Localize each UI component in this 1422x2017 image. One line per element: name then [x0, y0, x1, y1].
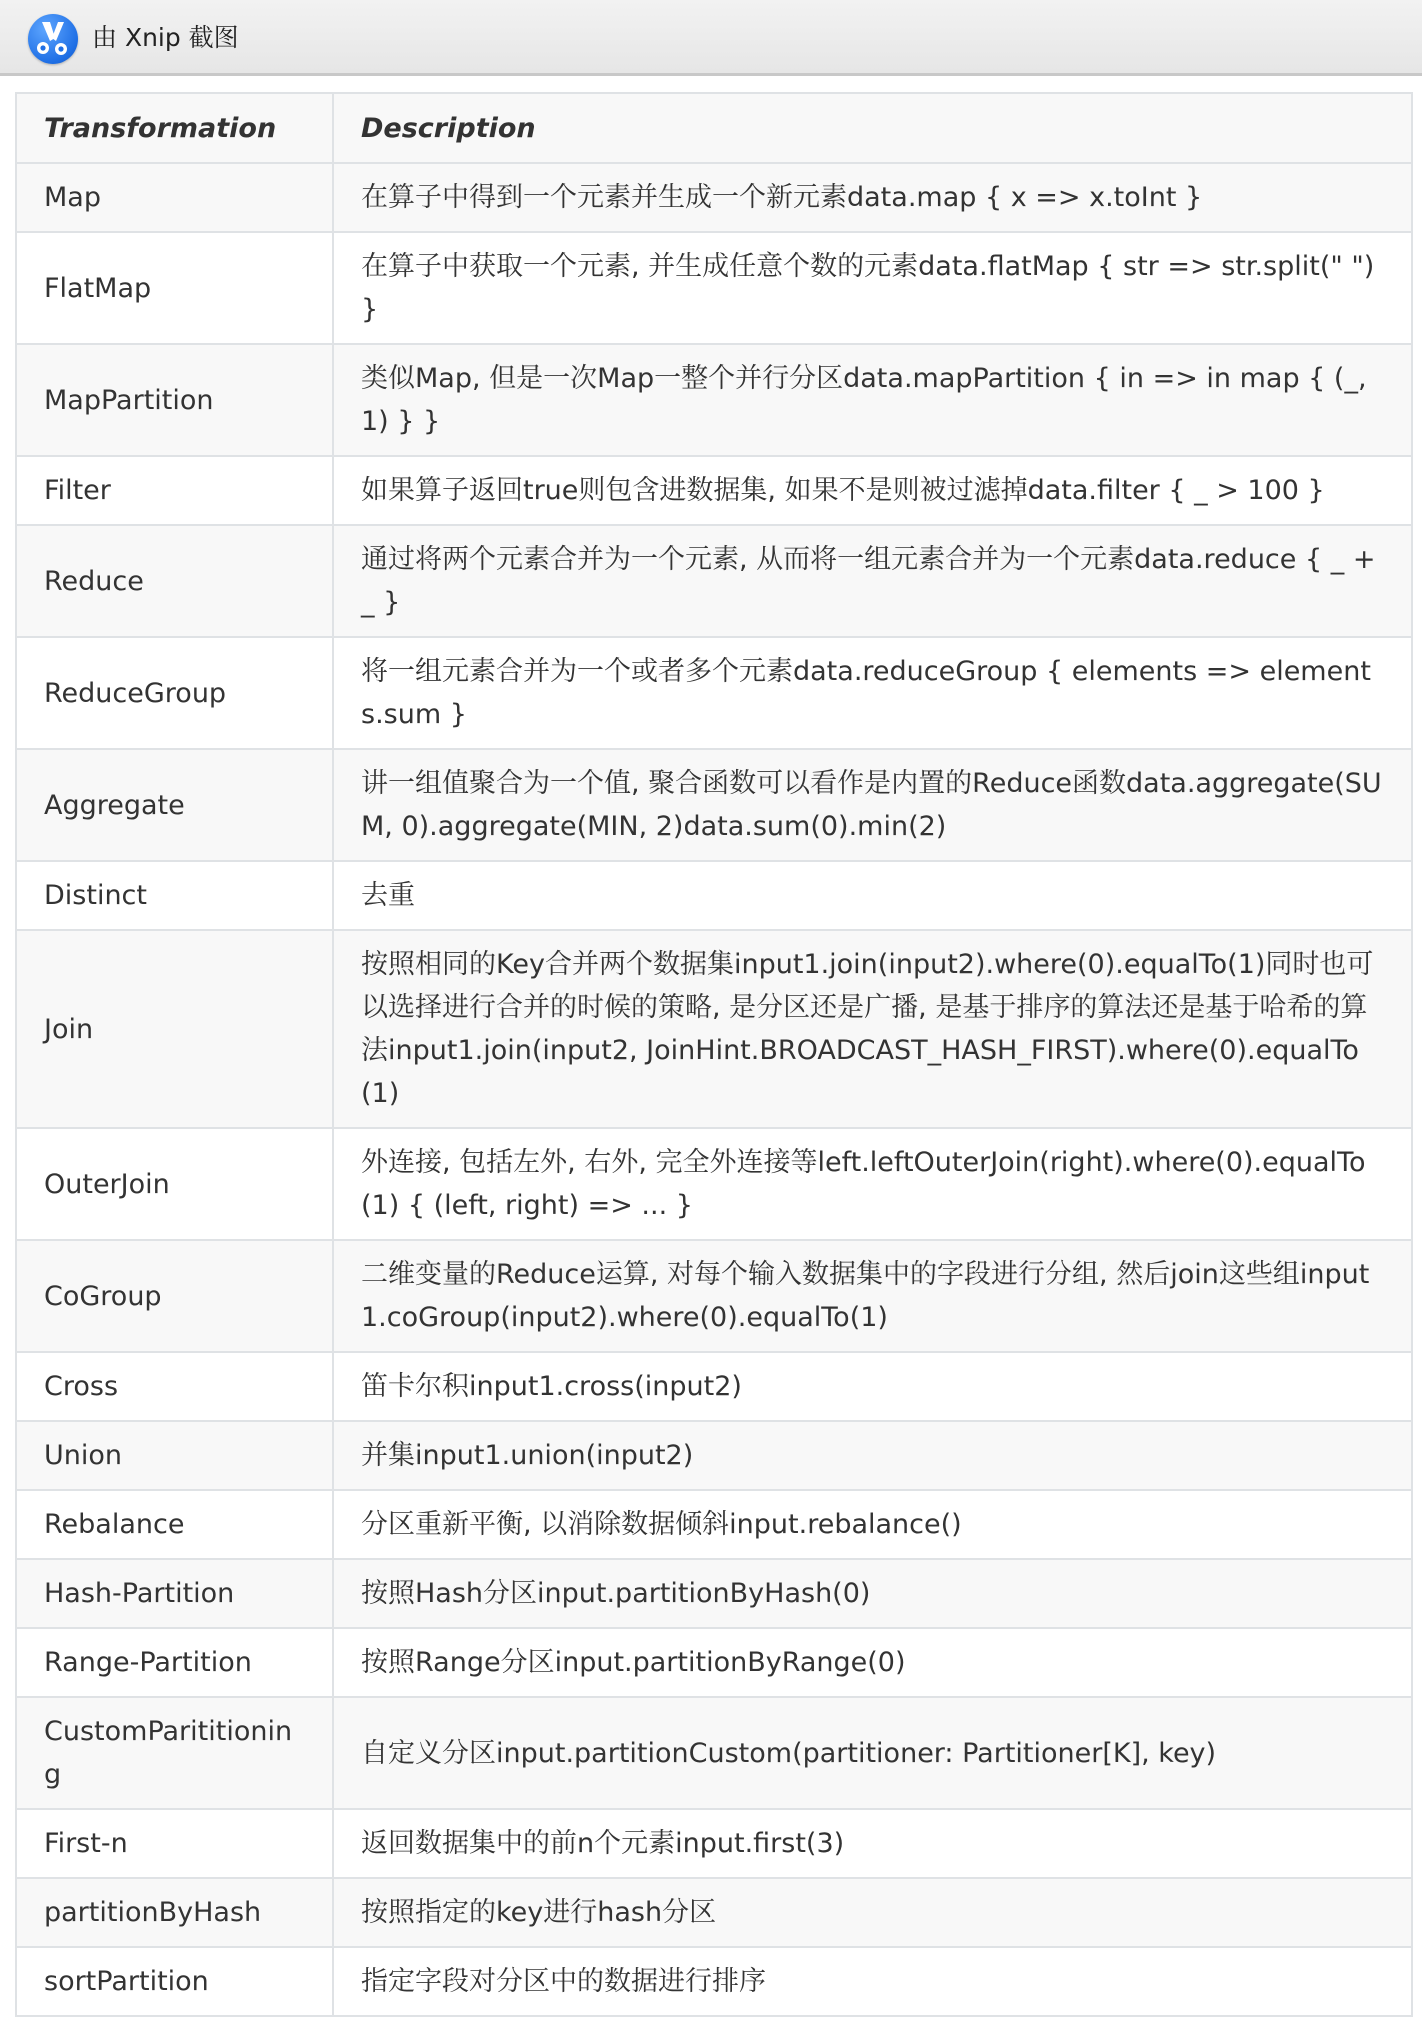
table-row: [16, 1128, 1412, 1240]
transformation-description: 返回数据集中的前n个元素input.first(3): [333, 1809, 1412, 1878]
transformation-name: Aggregate: [16, 749, 333, 861]
table-row: [16, 1421, 1412, 1490]
transformation-name: CoGroup: [16, 1240, 333, 1352]
transformation-name: OuterJoin: [16, 1128, 333, 1240]
table-row: [16, 1490, 1412, 1559]
transformation-name: FlatMap: [16, 232, 333, 344]
transformation-description: 按照Range分区input.partitionByRange(0): [333, 1628, 1412, 1697]
table-row: [16, 232, 1412, 344]
transformation-description: 如果算子返回true则包含进数据集, 如果不是则被过滤掉data.filter { _ > 100 }: [333, 456, 1412, 525]
header-description: Description: [333, 93, 1412, 163]
transformation-description: 在算子中获取一个元素, 并生成任意个数的元素data.flatMap { str => str.split(" ") }: [333, 232, 1412, 344]
table-row: [16, 1809, 1412, 1878]
transformation-description: 按照Hash分区input.partitionByHash(0): [333, 1559, 1412, 1628]
transformation-name: First-n: [16, 1809, 333, 1878]
table-row: [16, 344, 1412, 456]
transformation-description: 笛卡尔积input1.cross(input2): [333, 1352, 1412, 1421]
table-row: [16, 930, 1412, 1128]
transformation-description: 外连接, 包括左外, 右外, 完全外连接等left.leftOuterJoin(right).where(0).equalTo(1) { (left, right) => ... }: [333, 1128, 1412, 1240]
transformation-name: sortPartition: [16, 1947, 333, 2016]
window-titlebar: [0, 0, 1422, 76]
transformation-name: ReduceGroup: [16, 637, 333, 749]
table-row: [16, 861, 1412, 930]
transformation-description: 通过将两个元素合并为一个元素, 从而将一组元素合并为一个元素data.reduce { _ + _ }: [333, 525, 1412, 637]
transformation-name: partitionByHash: [16, 1878, 333, 1947]
transformation-description: 二维变量的Reduce运算, 对每个输入数据集中的字段进行分组, 然后join这些组input1.coGroup(input2).where(0).equalTo(1): [333, 1240, 1412, 1352]
transformation-description: 将一组元素合并为一个或者多个元素data.reduceGroup { elements => elements.sum }: [333, 637, 1412, 749]
transformation-name: Distinct: [16, 861, 333, 930]
table-row: [16, 525, 1412, 637]
table-row: [16, 1697, 1412, 1809]
window-title: 由 Xnip 截图: [92, 23, 239, 52]
transformation-description: 分区重新平衡, 以消除数据倾斜input.rebalance(): [333, 1490, 1412, 1559]
xnip-logo-icon: [28, 14, 78, 64]
table-row: [16, 749, 1412, 861]
transformation-name: Union: [16, 1421, 333, 1490]
transformation-name: Rebalance: [16, 1490, 333, 1559]
transformation-description: 按照指定的key进行hash分区: [333, 1878, 1412, 1947]
transformation-name: CustomParititioning: [16, 1697, 333, 1809]
transformations-table-container: [15, 92, 1411, 2017]
table-row: [16, 1878, 1412, 1947]
transformation-description: 类似Map, 但是一次Map一整个并行分区data.mapPartition { in => in map { (_, 1) } }: [333, 344, 1412, 456]
table-row: [16, 1352, 1412, 1421]
table-row: [16, 456, 1412, 525]
transformation-description: 指定字段对分区中的数据进行排序: [333, 1947, 1412, 2016]
table-row: [16, 1240, 1412, 1352]
transformation-name: Cross: [16, 1352, 333, 1421]
transformations-table: [15, 92, 1413, 2017]
table-header-row: [16, 93, 1412, 163]
transformation-name: Filter: [16, 456, 333, 525]
table-row: [16, 1559, 1412, 1628]
transformation-name: Join: [16, 930, 333, 1128]
transformation-description: 讲一组值聚合为一个值, 聚合函数可以看作是内置的Reduce函数data.aggregate(SUM, 0).aggregate(MIN, 2)data.sum(0).min(2): [333, 749, 1412, 861]
transformation-name: Hash-Partition: [16, 1559, 333, 1628]
transformation-name: Map: [16, 163, 333, 232]
transformation-name: MapPartition: [16, 344, 333, 456]
transformation-description: 去重: [333, 861, 1412, 930]
table-row: [16, 1628, 1412, 1697]
transformation-description: 并集input1.union(input2): [333, 1421, 1412, 1490]
table-row: [16, 163, 1412, 232]
header-transformation: Transformation: [16, 93, 333, 163]
transformation-description: 自定义分区input.partitionCustom(partitioner: Partitioner[K], key): [333, 1697, 1412, 1809]
table-row: [16, 637, 1412, 749]
transformation-name: Reduce: [16, 525, 333, 637]
transformation-description: 在算子中得到一个元素并生成一个新元素data.map { x => x.toInt }: [333, 163, 1412, 232]
transformation-description: 按照相同的Key合并两个数据集input1.join(input2).where(0).equalTo(1)同时也可以选择进行合并的时候的策略, 是分区还是广播, 是基于排序的算法还是基于哈希的算法input1.join(input2, JoinHint.BROADCAST_HASH_FIRST).where(0).equalTo(1): [333, 930, 1412, 1128]
transformation-name: Range-Partition: [16, 1628, 333, 1697]
table-body: [16, 163, 1412, 2016]
table-row: [16, 1947, 1412, 2016]
